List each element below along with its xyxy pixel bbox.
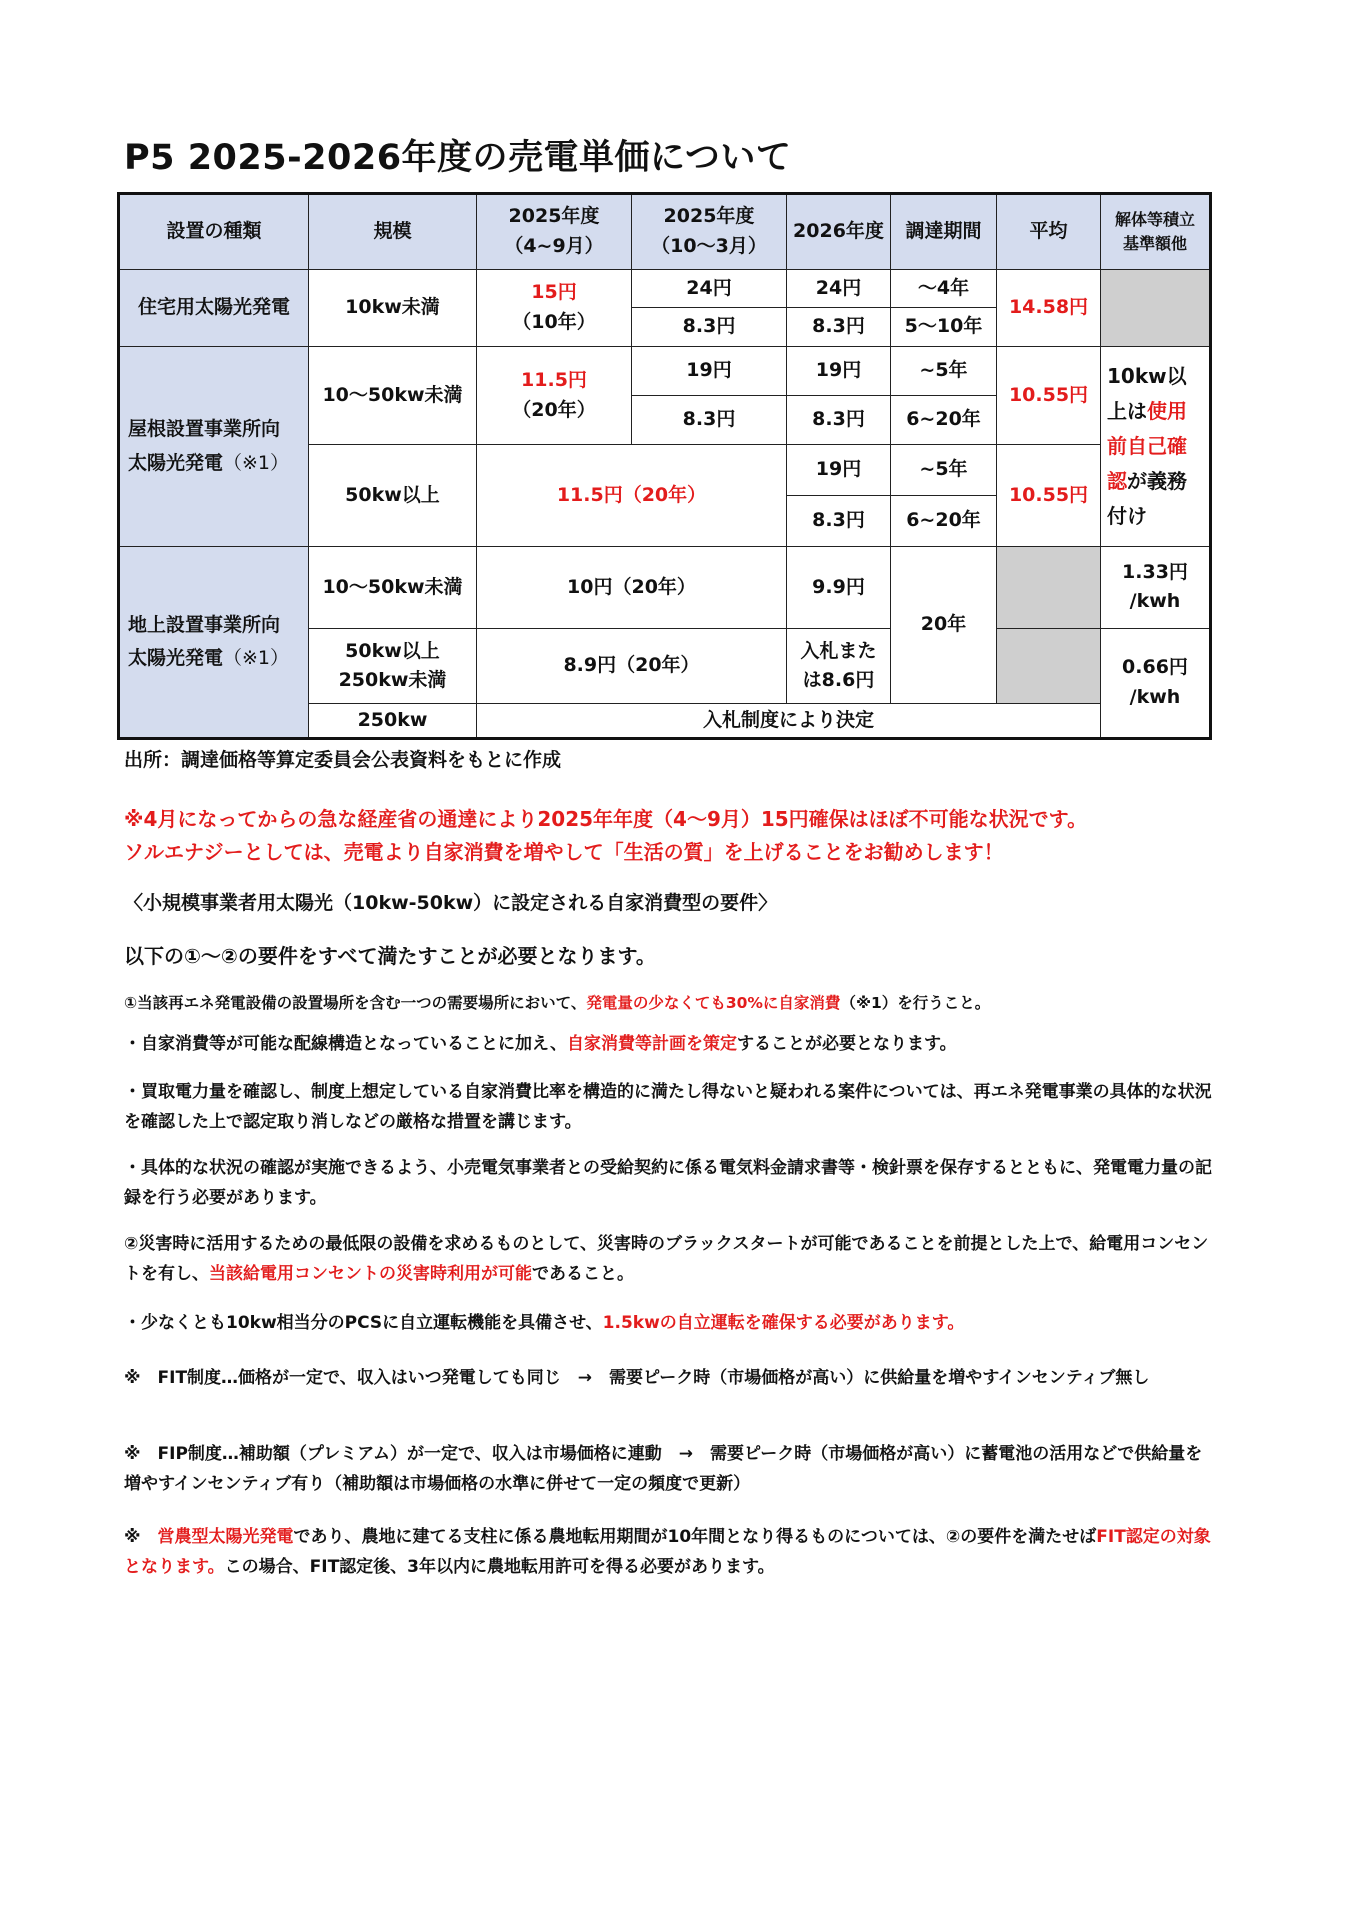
ground-s2-fy2025: 8.9円（20年） <box>477 628 787 704</box>
note-c: 使用 <box>1147 399 1187 424</box>
note-line3: 前自己確 <box>1107 434 1187 459</box>
ground-s1-fy2026: 9.9円 <box>787 547 891 629</box>
note-line2 <box>1107 394 1209 429</box>
rooftop-small-fy2025a <box>477 347 632 445</box>
header-disposal-line1: 解体等積立 <box>1114 209 1195 229</box>
req2-highlight: 当該給電用コンセントの災害時利用が可能 <box>209 1263 532 1284</box>
header-fy2025a-year: 2025年度 <box>508 205 600 228</box>
rooftop-small-fy2025b-r1: 19円 <box>632 347 787 396</box>
rooftop-small-fy2026-r2: 8.3円 <box>787 396 891 445</box>
residential-period-r2: 5～10年 <box>891 308 997 347</box>
rooftop-type <box>119 347 309 547</box>
agri-text-c: この場合、FIT認定後、3年以内に農地転用許可を得る必要があります。 <box>224 1556 775 1577</box>
rooftop-small-fy2025a-years: （20年） <box>512 398 596 421</box>
req1-text-a: ①当該再エネ発電設備の設置場所を含む一つの需要場所において、 <box>124 994 587 1012</box>
header-scale: 規模 <box>309 194 477 270</box>
req2-text-b: であること。 <box>532 1263 634 1284</box>
ground-s2-scale-line2: 250kw未満 <box>338 668 447 691</box>
requirement-1-bullet-2: ・買取電力量を確認し、制度上想定している自家消費比率を構造的に満たし得ないと疑われる案件については、再エネ発電事業の具体的な状況を確認した上で認定取り消しなどの厳格な措置を講じます。 <box>124 1082 1212 1132</box>
rooftop-large-average: 10.55円 <box>997 445 1101 547</box>
alert-line2: ソルエナジーとしては、売電より自家消費を増やして「生活の質」を上げることをお勧めします！ <box>124 840 1004 864</box>
header-disposal-line2: 基準額他 <box>1122 233 1187 253</box>
ground-s2-scale <box>309 628 477 704</box>
ground-s2-disposal-unit: /kwh <box>1129 685 1181 708</box>
ground-s2-average-empty <box>997 628 1101 704</box>
rooftop-large-fy2026-r2: 8.3円 <box>787 496 891 547</box>
header-average: 平均 <box>997 194 1101 270</box>
rooftop-small-fy2025a-price: 11.5円 <box>521 369 587 392</box>
fip-note: ※ FIP制度…補助額（プレミアム）が一定で、収入は市場価格に連動 → 需要ピーク時（市場価格が高い）に蓄電池の活用などで供給量を増やすインセンティブ有り（補助額は市場価格の水準に併せて一定の頻度で更新） <box>124 1444 1203 1494</box>
requirements-lead: 以下の①～②の要件をすべて満たすことが必要となります。 <box>124 944 656 968</box>
ground-type-note: （※1） <box>223 647 290 670</box>
note-b: 上は <box>1107 399 1147 424</box>
ground-s2-fy2026-line1: 入札また <box>800 639 877 662</box>
alert-message <box>124 803 1214 869</box>
residential-fy2025b-r2: 8.3円 <box>632 308 787 347</box>
header-fy2025b-year: 2025年度 <box>663 205 755 228</box>
residential-fy2025b-r1: 24円 <box>632 269 787 308</box>
bullet1-text-a: ・自家消費等が可能な配線構造となっていることに加え、 <box>124 1034 568 1054</box>
rooftop-disposal-note <box>1101 347 1211 547</box>
agri-highlight-1: 営農型太陽光発電 <box>157 1527 294 1547</box>
residential-period-r1: ～4年 <box>891 269 997 308</box>
rooftop-small-period-r2: 6~20年 <box>891 396 997 445</box>
table-row <box>119 547 1211 629</box>
rooftop-type-note: （※1） <box>223 451 290 474</box>
header-fy2025a-months: （4~9月） <box>504 234 604 257</box>
agrivoltaic-note <box>124 1523 1214 1583</box>
rooftop-type-line2 <box>128 447 308 480</box>
table-row <box>119 347 1211 396</box>
residential-fy2025a-years: （10年） <box>512 310 596 333</box>
rooftop-small-period-r1: ~5年 <box>891 347 997 396</box>
note-f: が義務 <box>1127 469 1187 494</box>
rooftop-small-scale: 10～50kw未満 <box>309 347 477 445</box>
header-fy2025b-months: （10～3月） <box>651 234 767 257</box>
req1-text-b: （※1）を行うこと。 <box>840 994 991 1012</box>
rooftop-small-fy2025b-r2: 8.3円 <box>632 396 787 445</box>
requirement-1-bullet-3: ・具体的な状況の確認が実施できるよう、小売電気事業者との受給契約に係る電気料金請求書等・検針票を保存するとともに、発電電力量の記録を行う必要があります。 <box>124 1158 1212 1208</box>
note-line4 <box>1107 464 1209 499</box>
ground-s3-note: 入札制度により決定 <box>477 704 1101 739</box>
header-period: 調達期間 <box>891 194 997 270</box>
residential-disposal-empty <box>1101 269 1211 347</box>
ground-s3-scale: 250kw <box>309 704 477 739</box>
rooftop-small-average: 10.55円 <box>997 347 1101 445</box>
agri-highlight-2: FIT認定の対象となります。 <box>124 1527 1211 1577</box>
agri-text-b: であり、農地に建てる支柱に係る農地転用期間が10年間となり得るものについては、②の要件を満たせば <box>293 1527 1097 1547</box>
rooftop-type-label: 太陽光発電 <box>128 451 224 474</box>
ground-s2-fy2026-line2: は8.6円 <box>802 668 875 691</box>
header-type: 設置の種類 <box>119 194 309 270</box>
requirement-2-bullet <box>124 1309 1214 1339</box>
bullet1-text-b: することが必要となります。 <box>737 1034 957 1054</box>
ground-s1-scale: 10～50kw未満 <box>309 547 477 629</box>
ground-s1-disposal-unit: /kwh <box>1129 590 1181 613</box>
residential-fy2026-r1: 24円 <box>787 269 891 308</box>
rooftop-type-line1: 屋根設置事業所向 <box>128 418 281 441</box>
ground-type-label: 太陽光発電 <box>128 647 224 670</box>
residential-type: 住宅用太陽光発電 <box>119 269 309 347</box>
ground-type-line2 <box>128 642 308 675</box>
requirements-title: 〈小規模事業者用太陽光（10kw-50kw）に設定される自家消費型の要件〉 <box>124 892 778 914</box>
ground-s2-fy2026 <box>787 628 891 704</box>
header-disposal <box>1101 194 1211 270</box>
agri-prefix: ※ <box>124 1527 158 1547</box>
rooftop-large-fy2025: 11.5円（20年） <box>477 445 787 547</box>
ground-s1-disposal-amount: 1.33円 <box>1122 560 1188 583</box>
ground-s2-scale-line1: 50kw以上 <box>345 639 440 662</box>
alert-line1: ※4月になってからの急な経産省の通達により2025年年度（4～9月）15円確保はほぼ不可能な状況です。 <box>124 807 1088 831</box>
header-fy2026: 2026年度 <box>787 194 891 270</box>
bullet1-highlight: 自家消費等計画を策定 <box>567 1034 738 1054</box>
requirement-1-bullet-1 <box>124 1030 1214 1060</box>
table-header-row <box>119 194 1211 270</box>
req2-bullet-text: ・少なくとも10kw相当分のPCSに自立運転機能を具備させ、 <box>124 1313 603 1333</box>
ground-period: 20年 <box>891 547 997 704</box>
ground-type-line1: 地上設置事業所向 <box>128 613 281 636</box>
feed-in-tariff-table <box>117 192 1212 740</box>
rooftop-large-fy2026-r1: 19円 <box>787 445 891 496</box>
req2-bullet-highlight: 1.5kwの自立運転を確保する必要があります。 <box>602 1313 965 1333</box>
ground-s1-average-empty <box>997 547 1101 629</box>
ground-s2-disposal-amount: 0.66円 <box>1122 656 1188 679</box>
table-row <box>119 269 1211 308</box>
rooftop-small-fy2026-r1: 19円 <box>787 347 891 396</box>
requirement-1 <box>124 990 1214 1017</box>
rooftop-large-period-r1: ~5年 <box>891 445 997 496</box>
rooftop-large-period-r2: 6~20年 <box>891 496 997 547</box>
ground-type <box>119 547 309 739</box>
ground-s1-fy2025: 10円（20年） <box>477 547 787 629</box>
residential-fy2025a <box>477 269 632 347</box>
note-line1: 10kw以 <box>1107 364 1187 389</box>
ground-s1-disposal <box>1101 547 1211 629</box>
ground-s2-disposal <box>1101 628 1211 738</box>
residential-average: 14.58円 <box>997 269 1101 347</box>
req2-text-a: ②災害時に活用するための最低限の設備を求めるものとして、災害時のブラックスタートが可能であることを前提とした上で、給電用コンセントを有し、 <box>124 1234 1209 1284</box>
residential-scale: 10kw未満 <box>309 269 477 347</box>
residential-fy2025a-price: 15円 <box>531 281 577 304</box>
fit-note: ※ FIT制度…価格が一定で、収入はいつ発電しても同じ → 需要ピーク時（市場価格が高い）に供給量を増やすインセンティブ無し <box>124 1368 1150 1388</box>
residential-fy2026-r2: 8.3円 <box>787 308 891 347</box>
rooftop-large-scale: 50kw以上 <box>309 445 477 547</box>
req1-highlight: 発電量の少なくても30%に自家消費 <box>586 994 841 1012</box>
page-title: P5 2025-2026年度の売電単価について <box>124 138 792 178</box>
note-e: 認 <box>1107 469 1127 494</box>
requirement-2 <box>124 1230 1214 1290</box>
header-fy2025-oct-mar <box>632 194 787 270</box>
source-note: 出所：調達価格等算定委員会公表資料をもとに作成 <box>124 749 562 771</box>
note-line5: 付け <box>1107 504 1147 529</box>
header-fy2025-apr-sep <box>477 194 632 270</box>
